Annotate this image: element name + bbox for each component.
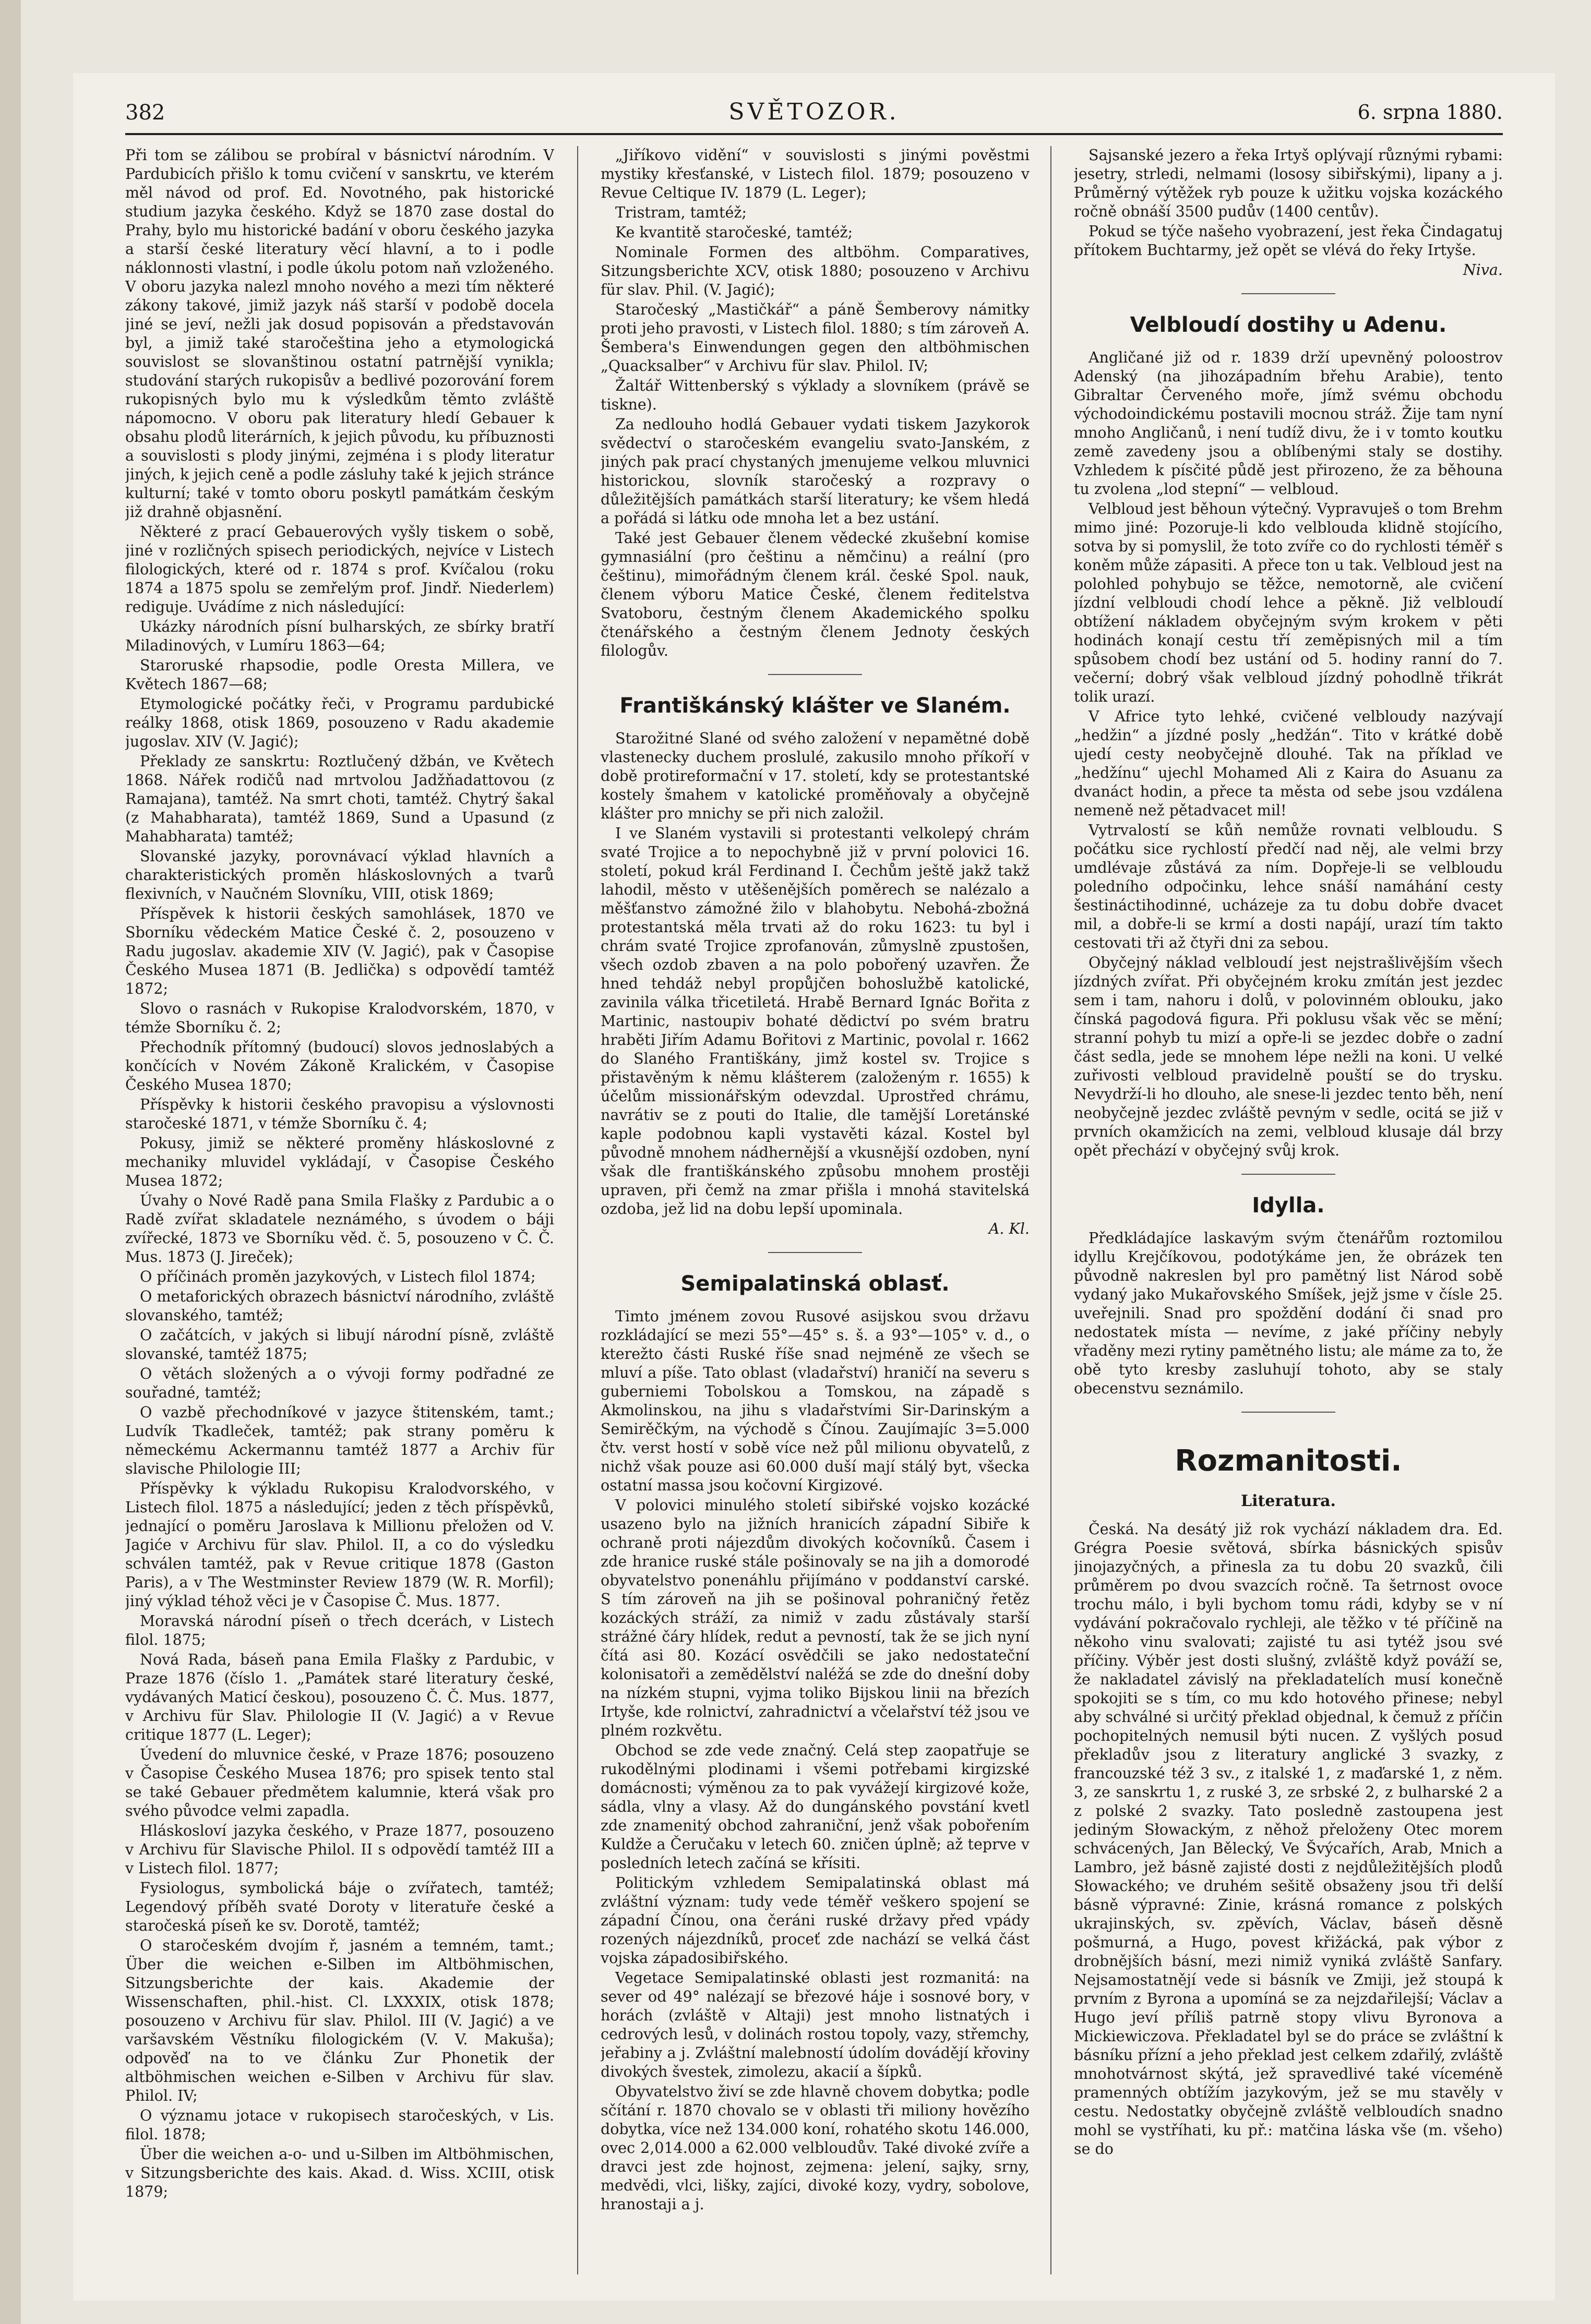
paragraph: Také jest Gebauer členem vědecké zkušební komise gymnasiální (pro češtinu a němčinu) a reální (pro češtinu), mimořádným členem král. české Spol. nauk, členem výboru Matice České, členem ředitelstva Svatoboru, čestným členem Akademického spolku čtenářského a čestným členem Jednoty českých filologův. (601, 529, 1030, 659)
paragraph: Při tom se zálibou se probíral v básnictví národním. V Pardubicích přišlo k tomu cvičení v sanskrtu, ve kterém měl návod od prof. Ed. Novotného, pak historické studium jazyka českého. Když se 1870 zase dostal do Prahy, bylo mu historické badání v oboru českého jazyka a starší české literatury věcí hlavní, a to i podle náklonnosti vlastní, i podle úkolu potom naň vzloženého. V oboru jazyka nalezl mnoho nového a mezi tím některé zákony takové, jimiž jazyk náš starší v podobě docela jiné se jeví, nežli jak dosud popisován a představován byl, a jimiž také staročeština jeho a etymologická souvislost se slovanštinou ostatní patrnější vynikla; studování starých rukopisův a bedlivé pozorování forem rukopisných bylo mu k výsledkům těmto zvláště nápomocno. V oboru pak literatury hledí Gebauer k obsahu plodů literárních, k jejich původu, ku příbuznosti a souvislosti s plody jinými, zejména i s plody literatur jiných, k jejich ceně a podle zásluhy také k jejich stránce kulturní; také v tomto oboru poskytl památkám českým již drahně objasnění. (125, 147, 554, 521)
paragraph: Timto jménem zovou Rusové asijskou svou državu rozkládající se mezi 55°—45° s. š. a 93°—105° v. d., o kterežto části Ruské říše snad nejméně ze všech se mluví a píše. Tato oblast (vladařství) hraničí na severu s guberniemi Tobolskou a Tomskou, na západě s Akmolinskou, na jihu s vladařstvími Sir-Darinským a Semirěčkým, na východě s Čínou. Zaujímajíc 3=5.000 čtv. verst hostí v sobě více než půl milionu obyvatelů, z nichž však pouze asi 60.000 duší mají stálý byt, všecka ostatní massa jsou kočovní Kirgizové. (601, 1308, 1030, 1494)
article-signature: A. Kl. (988, 1220, 1030, 1237)
paragraph: Úvedení do mluvnice české, v Praze 1876; posouzeno v Časopise Českého Musea 1876; pro spisek tento stal se také Gebauer předmětem kalumnie, která však pro svého původce velmi zapadla. (125, 1746, 554, 1820)
paragraph: Staročeský „Mastičkář“ a páně Šemberovy námitky proti jeho pravosti, v Listech filol. 1880; s tím zároveň A. Šembera's Einwendungen gegen den altböhmischen „Quacksalber“ v Archivu für slav. Philol. IV; (601, 301, 1030, 375)
paragraph: I ve Slaném vystavili si protestanti velkolepý chrám svaté Trojice a to nepochybně již v první polovici 16. století, pokud král Ferdinand I. Čechům ještě jakž takž lahodil, město v utěšenějších poměrech se nalézalo a měšťanstvo zámožné žilo v blahobytu. Nebohá-zbožná protestantská měla trvati až do roku 1623: tu byl i chrám svaté Trojice zprofanován, zůmyslně zpustošen, všech ozdob zbaven a na polo pobořený uzavřen. Že hned tehdáž nebyl propůjčen bohoslužbě katolické, zavinila válka třicetiletá. Hrabě Bernard Ignác Bořita z Martinic, nastoupiv bohaté dědictví po svém bratru hraběti Jiřím Adamu Bořitovi z Martinic, povolal r. 1662 do Slaného Františkány, jimž kostel sv. Trojice s přistavěným k němu klášterem (založeným r. 1655) k účelům missionářským odevzdal. Uprostřed chrámu, navrátiv se z pouti do Italie, dle tamější Loretánské kaple podobnou kapli vystavěti kázal. Kostel byl původně mnohem nádhernější a vkusnější ozdoben, nyní však dle františkánského způsobu mnohem prostěji upraven, při čemž na zmar přišla i mnohá stavitelská ozdoba, jež lid na dobu lepší upominala. (601, 825, 1030, 1218)
paragraph: O větách složených a o vývoji formy podřadné ze souřadné, tamtéž; (125, 1365, 554, 1401)
binding-edge (0, 0, 21, 2324)
section-heading-rozmanitosti: Rozmanitosti. (1175, 1444, 1402, 1478)
paragraph: Vytrvalostí se kůň nemůže rovnati velbloudu. S počátku sice rychlostí předčí nad něj, ale velmi brzy umdlévaje zůstává za ním. Dopřeje-li se velbloudu poledního odpočinku, lehce snáší namáhání cesty šestináctihodinné, ucházeje za tu dobu dobře dvacet mil, a dobře-li se krmí a dosti napájí, urazí tím takto cestovati tři až čtyři dni za sebou. (1074, 822, 1503, 952)
column-1 (125, 146, 554, 2274)
paragraph: Sajsanské jezero a řeka Irtyš oplývají různými rybami: jesetry, strledi, nelmami (lososy sibiřskými), lipany a j. Průměrný výtěžek ryb pouze k užitku vojska kozáckého ročně obnáší 3500 pudův (1400 centův). (1074, 147, 1503, 220)
paragraph: Ke kvantitě staročeské, tamtéž; (615, 224, 853, 241)
paragraph: Velbloud jest běhoun výtečný. Vypravuješ o tom Brehm mimo jiné: Pozoruje-li kdo velblouda klidně stojícího, sotva by si pomyslil, že toto zvíře co do rychlosti téměř s koněm může zápasiti. A přece ton u tak. Velbloud jest na polohled pohybujo se těžce, nemotorně, ale cvičení jízdní velbloudi chodí lehce a pěkně. Již velbloudí obtížení nákladem obyčejným svým krokem v pěti hodinách konají cestu tří zeměpisných mil a tím spůsobem chodí bez ustání od 5. hodiny ranní do 7. večerní; dobrý však velbloud jízdný pohodlně třikrát tolik urazí. (1074, 500, 1503, 705)
paragraph: Hláskosloví jazyka českého, v Praze 1877, posouzeno v Archivu für Slavische Philol. II s odpovědí tamtéž III a v Listech filol. 1877; (125, 1822, 554, 1877)
paragraph: Příspěvky k historii českého pravopisu a výslovnosti staročeské 1871, v témže Sborníku č. 4; (125, 1096, 554, 1132)
paragraph: Úvahy o Nové Radě pana Smila Flašky z Pardubic a o Radě zvířat skladatele neznámého, s úvodem o báji zvířecké, 1873 ve Sborníku věd. č. 5, posouzeno v Č. Č. Mus. 1873 (J. Jireček); (125, 1192, 554, 1266)
section-separator (768, 1252, 862, 1253)
paragraph: O významu jotace v rukopisech staročeských, v Lis. filol. 1878; (125, 2107, 554, 2143)
masthead-title: SVĚTOZOR. (728, 99, 900, 125)
article-heading-idylla: Idylla. (1252, 1194, 1325, 1218)
paragraph: Moravská národní píseň o třech dcerách, v Listech filol. 1875; (125, 1612, 554, 1648)
paragraph: Politickým vzhledem Semipalatinská oblast má zvláštní význam: tudy vede téměř veškero spojení se západní Čínou, ona čeráni ruské državy před vpády rozených nájezdníků, proceť zde nachází se velká část vojska západosibiřského. (601, 1874, 1030, 1967)
paragraph: Za nedlouho hodlá Gebauer vydati tiskem Jazykorok svědectví o staročeském evangeliu svato-Janském, z jiných pak prací chystaných jmenujeme velkou mluvnici historickou, slovník staročeský a rozpravy o důležitějších památkách starší literatury; ke všem hledá a pořádá si látku ode mnoha let a bez ustání. (601, 416, 1030, 527)
paragraph: Pokusy, jimiž se některé proměny hláskoslovné z mechaniky mluvidel vykládají, v Časopise Českého Musea 1872; (125, 1135, 554, 1189)
paragraph: Žaltář Wittenberský s výklady a slovníkem (právě se tiskne). (601, 377, 1030, 413)
paragraph: Obyvatelstvo živí se zde hlavně chovem dobytka; podle sčítání r. 1870 chovalo se v oblasti tři miliony hovězího dobytka, více než 134.000 koní, rohatého skotu 146.000, ovec 2,014.000 a 62.000 velbloudův. Také divoké zvíře a dravci jest zde hojnost, zejmena: jelení, sajky, srny, medvědi, vlci, lišky, zajíci, divoké kozy, vydry, sobolove, hranostaji a j. (601, 2083, 1030, 2213)
article-heading-semipalatinsk: Semipalatinská oblasť. (680, 1272, 950, 1296)
article-signature: Niva. (1463, 261, 1503, 279)
paragraph: Nová Rada, báseň pana Emila Flašky z Pardubic, v Praze 1876 (číslo 1. „Památek staré literatury české, vydávaných Maticí českou), posouzeno Č. Č. Mus. 1877, v Archivu für Slav. Philologie II (V. Jagić) a v Revue critique 1877 (L. Leger); (125, 1651, 554, 1743)
paragraph: Předkládajíce laskavým svým čtenářům roztomilou idyllu Krejčíkovou, podotýkáme jen, že obrázek ten původně nakreslen byl pro pamětný list Národ sobě vydaný jako Mukařovského Smíšek, jejž jsme v čísle 25. uveřejnili. Snad pro spoždění dodání či snad pro nedostatek místa — nevíme, z jaké příčiny nebyly vřaděny mezi rytiny pamětného listu; ale máme za to, že obě tyto kresby zasluhují tohoto, aby se staly obecenstvu seznámilo. (1074, 1230, 1503, 1397)
paragraph: Příspěvky k výkladu Rukopisu Kralodvorského, v Listech filol. 1875 a následující; jeden z těch příspěvků, jednající o poměru Jaroslava k Millionu přeložen od V. Jagiće v Archivu für slav. Philol. II, a co do výsledku schválen tamtéž, pak v Revue critique 1878 (Gaston Paris), a v The Westminster Review 1879 (W. R. Morfil); jiný výklad téhož věci je v Časopise Č. Mus. 1877. (125, 1480, 554, 1610)
paragraph: Starožitné Slané od svého založení v nepamětné době vlastenecky duchem proslulé, zakusilo mnoho příkoří v době protireformační v 17. století, kdy se protestantské kostely šmahem v katolické proměňovaly a obyčejně klášter pro mnichy se při nich založil. (601, 730, 1030, 822)
section-separator (1241, 293, 1335, 294)
paragraph: Překlady ze sanskrtu: Roztlučený džbán, ve Květech 1868. Nářek rodičů nad mrtvolou Jadžňadattovou (z Ramajana), tamtéž. Na smrt choti, tamtéž. Chytrý šakal (z Mahabharata), tamtéž 1869, Sund a Upasund (z Mahabharata) tamtéž; (125, 753, 554, 845)
paragraph: V Africe tyto lehké, cvičené velbloudy nazývají „hedžin“ a jízdné posly „hedžán“. Tito v krátké době ujedí cesty neobyčejně dlouhé. Tak na příklad ve „hedžínu“ ujechl Mohamed Ali z Kaira do Asuanu za dvanáct hodin, a přece ta města od sebe jsou vzdálena nemeně než pětadvacet mil! (1074, 708, 1503, 819)
paragraph: Angličané již od r. 1839 drží upevněný poloostrov Adenský (na jihozápadním břehu Arabie), tento Gibraltar Červeného moře, jímž svému obchodu východoindickému postavili mocnou stráž. Žije tam nyní mnoho Angličanů, i není tudíž divu, že i v tomto koutku země zavedeny jsou a oblíbenými staly se dostihy. Vzhledem k písčité půdě jest přirozeno, že za běhouna tu zvolena „lod stepní“ — velbloud. (1074, 349, 1503, 498)
paragraph: O příčinách proměn jazykových, v Listech filol 1874; (140, 1268, 536, 1285)
paragraph: O staročeském dvojím ř, jasném a temném, tamt.; Über die weichen e-Silben im Altböhmischen, Sitzungsberichte der kais. Akademie der Wissenschaften, phil.-hist. Cl. LXXXIX, otisk 1878; posouzeno v Archivu für slav. Philol. III (V. Jagić) a ve varšavském Věstníku filologickém (V. V. Makuša); odpověď na to ve článku Zur Phonetik der altböhmischen weichen e-Silben v Archivu für slav. Philol. IV; (125, 1937, 554, 2104)
paragraph: Über die weichen a-o- und u-Silben im Altböhmischen, v Sitzungsberichte des kais. Akad. d. Wiss. XCIII, otisk 1879; (125, 2146, 554, 2200)
paragraph: Příspěvek k historii českých samohlásek, 1870 ve Sborníku vědeckém Matice České č. 2, posouzeno v Radu jugoslav. akademie XIV (V. Jagić), pak v Časopise Českého Musea 1871 (B. Jedlička) s odpovědí tamtéž 1872; (125, 905, 554, 997)
paragraph: O vazbě přechodníkové v jazyce štitenském, tamt.; Ludvík Tkadleček, tamtéž; pak strany poměru k německému Ackermannu tamtéž 1877 a Archiv für slavische Philologie III; (125, 1404, 554, 1477)
issue-date: 6. srpna 1880. (1357, 101, 1503, 124)
article-heading-aden: Velbloudí dostihy u Adenu. (1130, 313, 1447, 337)
subsection-heading-literatura: Literatura. (1240, 1492, 1336, 1510)
section-separator (1241, 1174, 1335, 1175)
column-rule-2 (1050, 146, 1051, 2274)
paragraph: Staroruské rhapsodie, podle Oresta Millera, ve Květech 1867—68; (125, 657, 554, 693)
column-rule-1 (577, 146, 578, 2274)
paragraph: Některé z prací Gebauerových vyšly tiskem o sobě, jiné v rozličných spisech periodických, nejvíce v Listech filologických, které od r. 1874 s prof. Kvíčalou (roku 1874 a 1875 spolu se zemřelým prof. Jindř. Niederlem) rediguje. Uvádíme z nich následující: (125, 523, 554, 616)
page-number: 382 (125, 101, 165, 125)
paragraph: O metaforických obrazech básnictví národního, zvláště slovanského, tamtéž; (125, 1288, 554, 1324)
paragraph: Slovo o rasnách v Rukopise Kralodvorském, 1870, v témže Sborníku č. 2; (125, 1000, 554, 1036)
paragraph: Ukázky národních písní bulharských, ze sbírky bratří Miladinových, v Lumíru 1863—64; (125, 618, 554, 654)
paragraph: V polovici minulého století sibiřské vojsko kozácké usazeno bylo na jižních hranicích západní Sibiře k ochraně proti nájezdům divokých kočovníků. Časem i zde hranice ruské stále pošinovaly se na jih a domorodé obyvatelstvo ponenáhlu přijímáno v poddanství carské. S tím zároveň na jih se pošinoval pohraničný řetěz kozáckých stráží, za nimiž v zadu zůstávaly starší strážné čáry hlídek, redut a pevností, tak že se jich nyní čítá asi 80. Kozácí osvědčili se jako nedostateční kolonisatoři a zemědělství naléžá se zde do dnešní doby na nízkém stupni, vyjma toliko Bijskou linii na březích Irtyše, kde rolnictví, zahradnictví a včelařství též jsou ve plném rozkvětu. (601, 1497, 1030, 1739)
paragraph: Etymologické počátky řeči, v Programu pardubické reálky 1868, otisk 1869, posouzeno v Radu akademie jugoslav. XIV (V. Jagić); (125, 695, 554, 750)
newspaper-page (73, 73, 1555, 2301)
paragraph: Vegetace Semipalatinské oblasti jest rozmanitá: na sever od 49° nalézají se březové háje i sosnové bory, v horách (zvláště v Altaji) jest mnoho listnatých i cedrových lesů, v dolinách rostou topoly, vazy, střemchy, jeřabiny a j. Zvláštní malebností údolím dovádějí křoviny divokých švestek, zimolezu, akacií a šípků. (601, 1969, 1030, 2080)
page-header (125, 91, 1503, 135)
article-heading-franciscan: Františkánský klášter ve Slaném. (619, 694, 1011, 718)
paragraph: Přechodník přítomný (budoucí) slovos jednoslabých a končících v Novém Zákoně Kralickém, v Časopise Českého Musea 1870; (125, 1039, 554, 1093)
paragraph: Tristram, tamtéž; (615, 204, 747, 221)
section-separator (768, 674, 862, 675)
paragraph: Fysiologus, symbolická báje o zvířatech, tamtéž; Legendový příběh svaté Doroty v literatuře české a staročeská píseň ke sv. Dorotě, tamtéž; (125, 1880, 554, 1934)
column-3 (1074, 146, 1503, 2274)
paragraph: Obyčejný náklad velbloudí jest nejstrašlivějším všech jízdných zvířat. Při obyčejném kroku zmítán jest jezdec sem i tam, nahoru i dolů, v polovinném oblouku, jako čínská pagodová figura. Při poklusu však věc se mění; stranní pohyb tu mizí a opře-li se jezdec dobře o zadní část sedla, jede se mnohem lépe nežli na koni. U velké zuřivosti velbloud pravidelně pouští se do trysku. Nevydrží-li ho dlouho, ale snese-li jezdec tento běh, není neobyčejně jezdec zvláště pevným v sedle, ocitá se již v prvních okamžicích na zemi, velbloud klusaje dál brzy opět přechází v obyčejný svůj krok. (1074, 954, 1503, 1159)
paragraph: Nominale Formen des altböhm. Comparatives, Sitzungsberichte XCV, otisk 1880; posouzeno v Archivu für slav. Phil. (V. Jagić); (601, 244, 1030, 298)
paragraph: „Jiříkovo vidění“ v souvislosti s jinými pověstmi mystiky křesťanské, v Listech filol. 1879; posouzeno v Revue Celtique IV. 1879 (L. Leger); (601, 147, 1030, 201)
section-separator (1241, 1412, 1335, 1413)
paragraph: Pokud se týče našeho vyobrazení, jest řeka Čindagatuj přítokem Buchtarmy, jež opět se vlévá do řeky Irtyše. (1074, 223, 1503, 259)
column-2 (601, 146, 1030, 2274)
paragraph: Česká. Na desátý již rok vychází nákladem dra. Ed. Grégra Poesie světová, sbírka básnických spisův jinojazyčných, a přinesla za tu dobu 20 svazků, čili průměrem po dvou svazcích ročně. Ta šetrnost ovoce trochu málo, i byli bychom tomu rádi, kdyby se v ní vydávání pokračovalo rychleji, ale těžko v té příčině na někoho vinu svalovati; zajisté tu asi tytéž jsou své příčiny. Výběr jest dosti slušný, zvláště když pováží se, že nakladatel závislý na překladatelích musí konečně spokojiti se s tím, co mu kdo hotového přinese; nebyl aby schválné si určitý překlad objednal, k čemuž z příčin pochopitelných nemusil býti nucen. Z vyšlých posud překladův jsou z literatury anglické 3 svazky, z francouzské též 3 sv., z italské 1, z maďarské 1, z něm. 3, ze sanskrtu 1, z ruské 3, ze srbské 2, z bulharské 2 a z polské 2 svazky. Tato posledně zastoupena jest jediným Słowackým, z něhož přeloženy Otec morem schvácených, Jan Bělecký, Ve Švýcařích, Arab, Mnich a Lambro, jež básně zajisté dosti z nejdůležitějších plodů Słowackého; ve druhém sešitě obsaženy jsou tři delší básně výpravné: Zinie, krásná romance z polských ukrajinských, sv. zpěvích, Václav, báseň děsně pošmurná, a Hugo, povest křižácká, pak výbor z drobnějších básní, mezi nimiž vyniká zvláště Sanfary. Nejsamostatnějí vede si básník ve Zmiji, jež stoupá k prvním z Byrona a upomíná se za nejzdařilejší; Václav a Hugo jeví příliš patrně stopy vlivu Byronova a Mickiewiczova. Překladatel byl se do práce se zvláštní k básníku přízní a jeho překlad jest celkem zdařilý, zvláště mnohotvárnost skýtá, jež spravedlivé také víceméně pramenných obtížím jazykovým, jež se mu stavěly v cestu. Nedostatky obyčejně zvláště velbloudích snadno mohl se vystříhati, ku př.: matčina láska vše (m. všeho) se do (1074, 1521, 1503, 2158)
paragraph: O začátcích, v jakých si libují národní písně, zvláště slovanské, tamtéž 1875; (125, 1327, 554, 1363)
paragraph: Obchod se zde vede značný. Celá step zaopatřuje se rukodělnými plodinami i všemi potřebami kirgizské domácnosti; výměnou za to pak vyvážejí kirgizové kože, sádla, vlny a vlasy. Až do dungánského povstání kvetl zde znamenitý obchod zahraniční, jenž však pobořením Kuldže a Čeručaku v letech 60. zničen úplně; až teprve v posledních letech začíná se křísiti. (601, 1742, 1030, 1872)
paragraph: Slovanské jazyky, porovnávací výklad hlavních a charakteristických proměn hláskoslovných a tvarů flexivních, v Naučném Slovníku, VIII, otisk 1869; (125, 848, 554, 902)
